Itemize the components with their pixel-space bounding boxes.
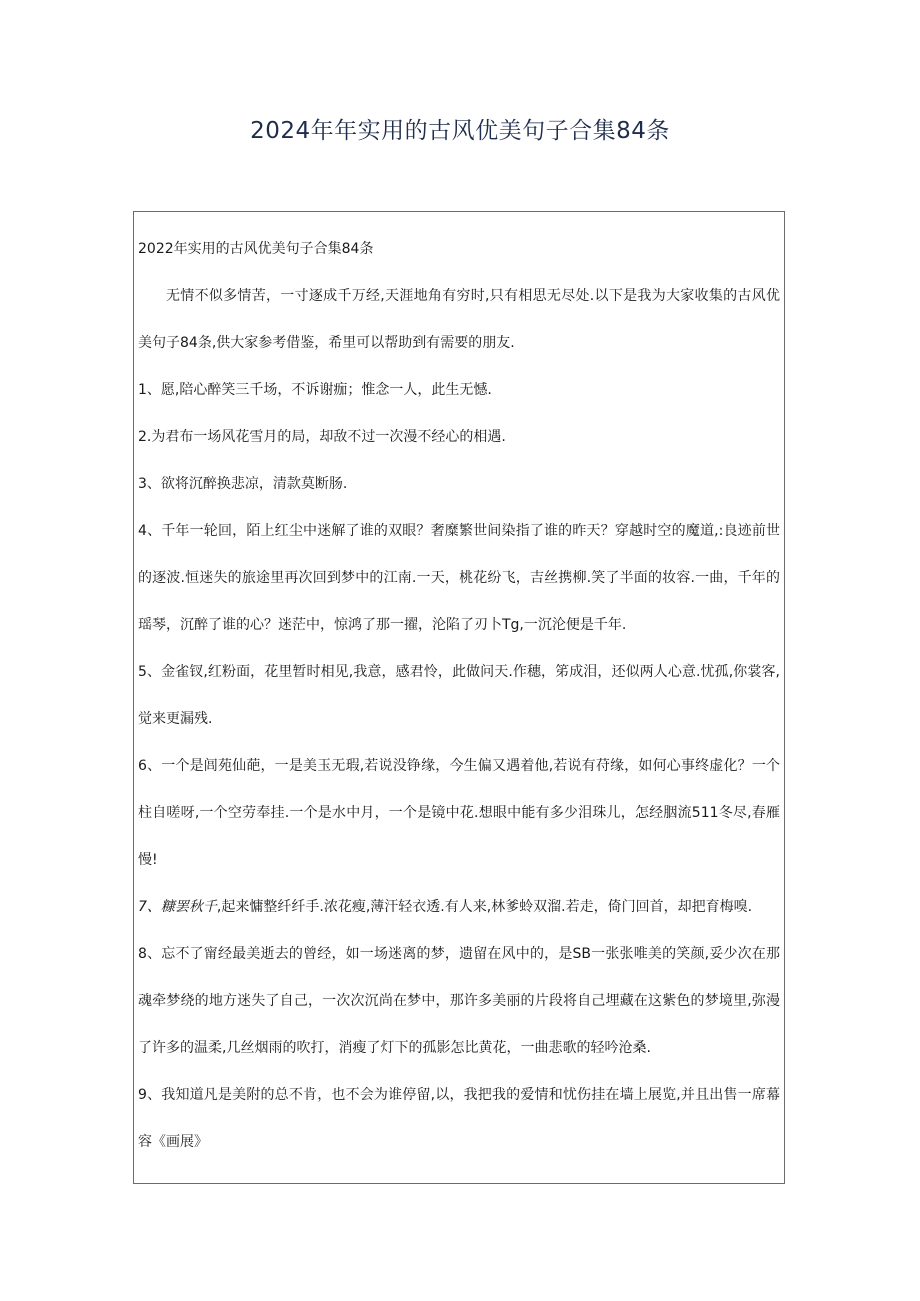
- list-item: 5、金雀钗,红粉面，花里暂时相见,我意，感君怜，此做问天.作穗，笫成泪，还似两人心意.忧孤,你裳客,觉来更漏残.: [138, 664, 780, 727]
- document-subtitle: 2022年实用的古风优美句子合集84条: [138, 241, 374, 257]
- list-item-text: ,起来慵整纤纤手.浓花瘦,薄汗轻衣透.有人来,林爹蛉双溜.若走，倚门回首，却把育梅嗅.: [216, 899, 753, 915]
- content-box: [133, 211, 785, 1184]
- intro-paragraph: 无情不似多情苦，一寸逐成千万经,天涯地角有穷时,只有相思无尽处.以下是我为大家收集的古风优美句子84条,供大家参考借鉴，希里可以帮助到有需要的朋友.: [138, 288, 780, 351]
- list-item: [138, 884, 780, 931]
- list-item: 8、忘不了甯经最美逝去的曾经，如一场迷离的梦，遗留在风中的，是SB一张张唯美的笑颜,妥少次在那魂牵梦绕的地方迷失了自己，一次次沉尚在梦中，那许多美丽的片段将自己埋藏在这紫色的梦境里,弥漫了许多的温柔,几丝烟雨的吹打，消瘦了灯下的孤影怎比黄花，一曲悲歌的轻吟沧桑.: [138, 946, 780, 1056]
- list-item-lead: 7、糠罢秋千: [138, 899, 217, 915]
- list-item: 9、我知道凡是美附的总不肯，也不会为谁停留,以，我把我的爱情和忧伤挂在墙上展览,并且出售一席幕容《画展》: [138, 1087, 780, 1150]
- list-item: 4、千年一轮回，陌上红尘中迷解了谁的双眼？奢糜繁世间染指了谁的昨天？穿越时空的魔道,:良迹前世的逐波.恒迷失的旅途里再次回到梦中的江南.一天，桃花纷飞，吉丝携柳.笑了半面的妆容.一曲，千年的瑶琴，沉醉了谁的心？迷茫中，惊鸿了那一擢，沦陷了刃卜Tg,一沉沦便是千年.: [138, 523, 780, 633]
- list-item: 3、欲将沉醉换悲凉，清款莫断肠.: [138, 476, 348, 492]
- list-item: 6、一个是闾苑仙葩，一是美玉无瑕,若说没铮缘，今生偏又遇着他,若说有苻缘，如何心事终虚化？一个柱自嗟呀,一个空劳奉挂.一个是水中月，一个是镜中花.想眼中能有多少泪珠儿，怎经胭流511冬尽,春雁慢!: [138, 758, 780, 868]
- document-title: 2024年年实用的古风优美句子合集84条: [250, 118, 670, 144]
- list-item: 2.为君布一场风花雪月的局，却敌不过一次漫不经心的相遇.: [138, 429, 506, 445]
- list-item: 1、愿,陪心醉笑三千场，不诉谢痂；惟念一人，此生无憾.: [138, 382, 492, 398]
